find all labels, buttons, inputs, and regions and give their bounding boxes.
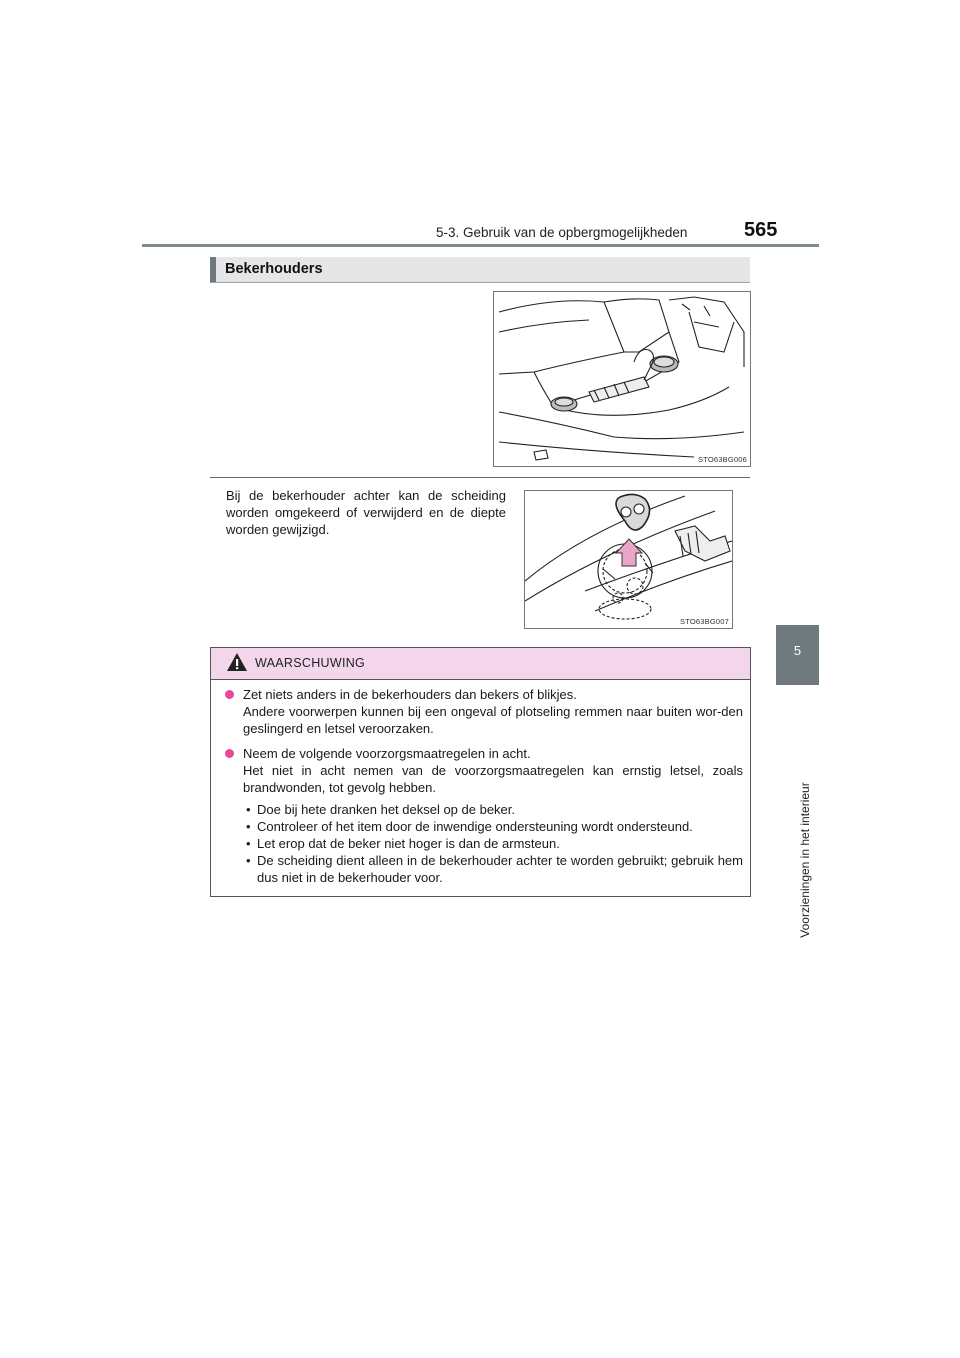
- figure-code: STO63BG006: [698, 455, 747, 464]
- warning-item-text: Andere voorwerpen kunnen bij een ongeval of plotseling remmen naar buiten wor-den geslingerd en letsel veroorzaken.: [243, 704, 743, 736]
- section-accent: [210, 257, 216, 282]
- precaution-item: • Let erop dat de beker niet hoger is dan de armsteun.: [246, 836, 560, 851]
- precaution-item: • Doe bij hete dranken het deksel op de beker.: [246, 802, 516, 817]
- chapter-tab-number: 5: [793, 643, 802, 658]
- page-number: 565: [744, 219, 778, 241]
- precaution-item: • Controleer of het item door de inwendige ondersteuning wordt ondersteund.: [246, 819, 693, 834]
- header-section-title: 5-3. Gebruik van de opbergmogelijkheden: [436, 225, 688, 240]
- body-paragraph: Bij de bekerhouder achter kan de scheiding worden omgekeerd of verwijderd en de diepte worden gewijzigd.: [226, 488, 506, 537]
- warning-body: [211, 686, 750, 894]
- bullet-icon: [225, 749, 234, 758]
- figure-console-cupholders: [493, 291, 751, 467]
- section-title: Bekerhouders: [225, 261, 323, 277]
- warning-item-text: Het niet in acht nemen van de voorzorgsmaatregelen kan ernstig letsel, zoals brandwonden, tot gevolg hebben.: [243, 763, 743, 795]
- divider-illustration: [525, 491, 732, 628]
- warning-item: [211, 745, 750, 886]
- chapter-title-vertical: Voorzieningen in het interieur: [798, 782, 812, 938]
- warning-box: [210, 647, 751, 897]
- bullet-icon: [225, 690, 234, 699]
- warning-item: [211, 686, 750, 737]
- section-heading-bar: [210, 257, 750, 283]
- warning-triangle-icon: [226, 651, 248, 673]
- precaution-list: [243, 801, 743, 886]
- figure-divider-removal: [524, 490, 733, 629]
- header-rule: [142, 244, 819, 247]
- warning-header: [211, 648, 750, 680]
- warning-item-lead: Neem de volgende voorzorgsmaatregelen in acht.: [243, 746, 531, 761]
- content-divider: [210, 477, 750, 478]
- warning-title: WAARSCHUWING: [255, 656, 366, 670]
- precaution-item: • De scheiding dient alleen in de bekerhouder achter te worden gebruikt; gebruik hem dus niet in de bekerhouder voor.: [246, 853, 743, 885]
- console-illustration: [494, 292, 750, 466]
- warning-item-lead: Zet niets anders in de bekerhouders dan bekers of blikjes.: [243, 687, 577, 702]
- figure-code: STO63BG007: [680, 617, 729, 626]
